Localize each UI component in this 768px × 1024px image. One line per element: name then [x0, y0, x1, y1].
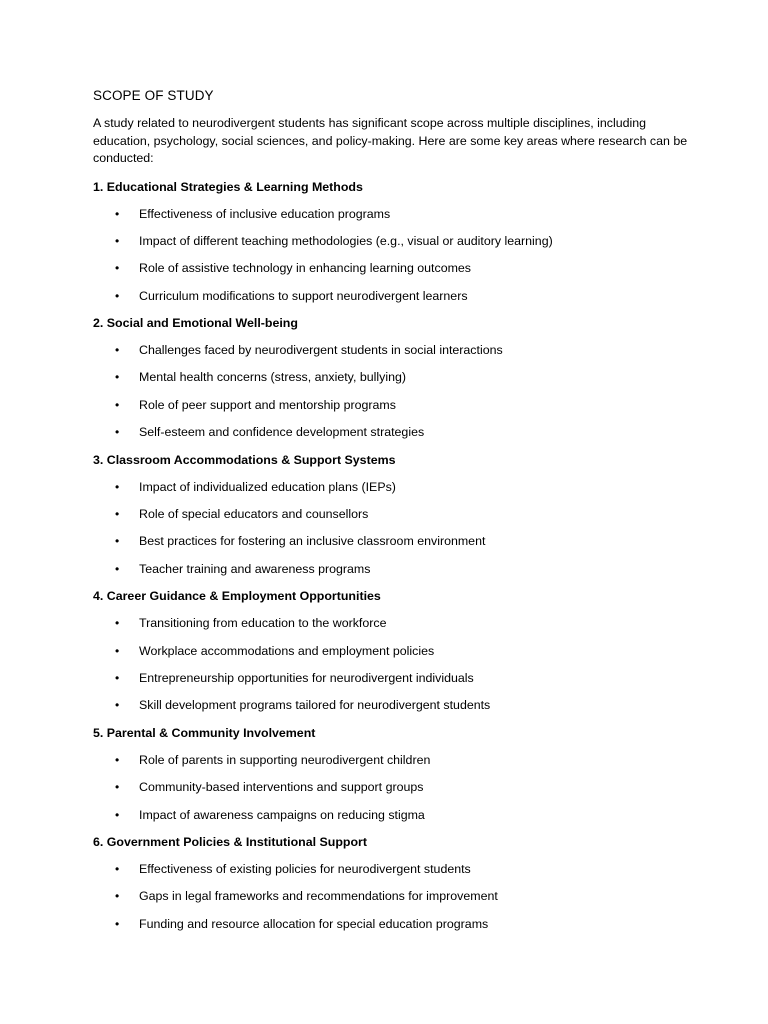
- list-item-text: Curriculum modifications to support neurodivergent learners: [139, 288, 468, 303]
- list-item-text: Entrepreneurship opportunities for neurodivergent individuals: [139, 670, 474, 685]
- list-item: [93, 288, 693, 305]
- list-item-text: Gaps in legal frameworks and recommendations for improvement: [139, 889, 498, 904]
- list-item-text: Transitioning from education to the workforce: [139, 616, 387, 631]
- section-heading: 1. Educational Strategies & Learning Methods: [93, 179, 363, 194]
- list-item: [93, 533, 693, 550]
- list-item: [93, 506, 693, 523]
- list-item-text: Effectiveness of existing policies for neurodivergent students: [139, 861, 471, 876]
- list-item: [93, 206, 693, 223]
- list-item: [93, 233, 693, 250]
- bullet-icon: •: [115, 261, 120, 276]
- list-item: [93, 916, 693, 933]
- list-item-text: Teacher training and awareness programs: [139, 561, 371, 576]
- list-item-text: Impact of individualized education plans (IEPs): [139, 479, 396, 494]
- list-item: [93, 260, 693, 277]
- bullet-icon: •: [115, 861, 120, 876]
- list-item-text: Skill development programs tailored for neurodivergent students: [139, 698, 491, 713]
- list-item: [93, 670, 693, 687]
- list-item-text: Best practices for fostering an inclusive classroom environment: [139, 534, 486, 549]
- list-item-text: Impact of awareness campaigns on reducing stigma: [139, 807, 425, 822]
- section-heading: 6. Government Policies & Institutional Support: [93, 834, 368, 849]
- list-item-text: Impact of different teaching methodologies (e.g., visual or auditory learning): [139, 233, 553, 248]
- list-item: [93, 424, 693, 441]
- bullet-list: [93, 342, 693, 441]
- bullet-icon: •: [115, 288, 120, 303]
- section-5: [93, 725, 693, 824]
- section-4: [93, 588, 693, 714]
- list-item-text: Mental health concerns (stress, anxiety, bullying): [139, 370, 406, 385]
- bullet-icon: •: [115, 780, 120, 795]
- bullet-icon: •: [115, 343, 120, 358]
- bullet-icon: •: [115, 479, 120, 494]
- bullet-icon: •: [115, 616, 120, 631]
- list-item: [93, 479, 693, 496]
- list-item: [93, 615, 693, 632]
- bullet-icon: •: [115, 397, 120, 412]
- list-item-text: Role of special educators and counsellors: [139, 507, 369, 522]
- bullet-icon: •: [115, 425, 120, 440]
- list-item: [93, 561, 693, 578]
- list-item-text: Self-esteem and confidence development strategies: [139, 425, 425, 440]
- section-heading: 4. Career Guidance & Employment Opportunities: [93, 589, 381, 604]
- list-item: [93, 342, 693, 359]
- list-item: [93, 888, 693, 905]
- section-heading: 5. Parental & Community Involvement: [93, 725, 316, 740]
- section-heading: 2. Social and Emotional Well-being: [93, 316, 298, 331]
- list-item: [93, 397, 693, 414]
- section-heading: 3. Classroom Accommodations & Support Systems: [93, 452, 396, 467]
- bullet-icon: •: [115, 670, 120, 685]
- list-item: [93, 752, 693, 769]
- bullet-icon: •: [115, 233, 120, 248]
- list-item-text: Workplace accommodations and employment policies: [139, 643, 435, 658]
- section-3: [93, 452, 693, 578]
- bullet-icon: •: [115, 206, 120, 221]
- list-item: [93, 697, 693, 714]
- list-item-text: Challenges faced by neurodivergent students in social interactions: [139, 343, 503, 358]
- section-6: [93, 834, 693, 933]
- bullet-list: [93, 206, 693, 305]
- list-item-text: Funding and resource allocation for special education programs: [139, 916, 489, 931]
- bullet-icon: •: [115, 534, 120, 549]
- list-item-text: Role of assistive technology in enhancing learning outcomes: [139, 261, 471, 276]
- bullet-list: [93, 861, 693, 933]
- bullet-icon: •: [115, 916, 120, 931]
- section-1: [93, 179, 693, 305]
- section-2: [93, 315, 693, 441]
- bullet-list: [93, 752, 693, 824]
- bullet-list: [93, 615, 693, 714]
- list-item: [93, 643, 693, 660]
- document-page: [93, 88, 693, 943]
- intro-paragraph: A study related to neurodivergent students has significant scope across multiple disciplines, including education, psychology, social sciences, and policy-making. Here are some key areas where research can be conducted:: [93, 116, 688, 165]
- bullet-list: [93, 479, 693, 578]
- list-item-text: Role of parents in supporting neurodivergent children: [139, 752, 431, 767]
- list-item-text: Community-based interventions and support groups: [139, 780, 424, 795]
- bullet-icon: •: [115, 507, 120, 522]
- bullet-icon: •: [115, 643, 120, 658]
- bullet-icon: •: [115, 698, 120, 713]
- list-item-text: Role of peer support and mentorship programs: [139, 397, 396, 412]
- list-item-text: Effectiveness of inclusive education programs: [139, 206, 391, 221]
- list-item: [93, 369, 693, 386]
- bullet-icon: •: [115, 889, 120, 904]
- bullet-icon: •: [115, 807, 120, 822]
- list-item: [93, 779, 693, 796]
- document-title: SCOPE OF STUDY: [93, 88, 214, 103]
- list-item: [93, 807, 693, 824]
- bullet-icon: •: [115, 561, 120, 576]
- list-item: [93, 861, 693, 878]
- bullet-icon: •: [115, 370, 120, 385]
- bullet-icon: •: [115, 752, 120, 767]
